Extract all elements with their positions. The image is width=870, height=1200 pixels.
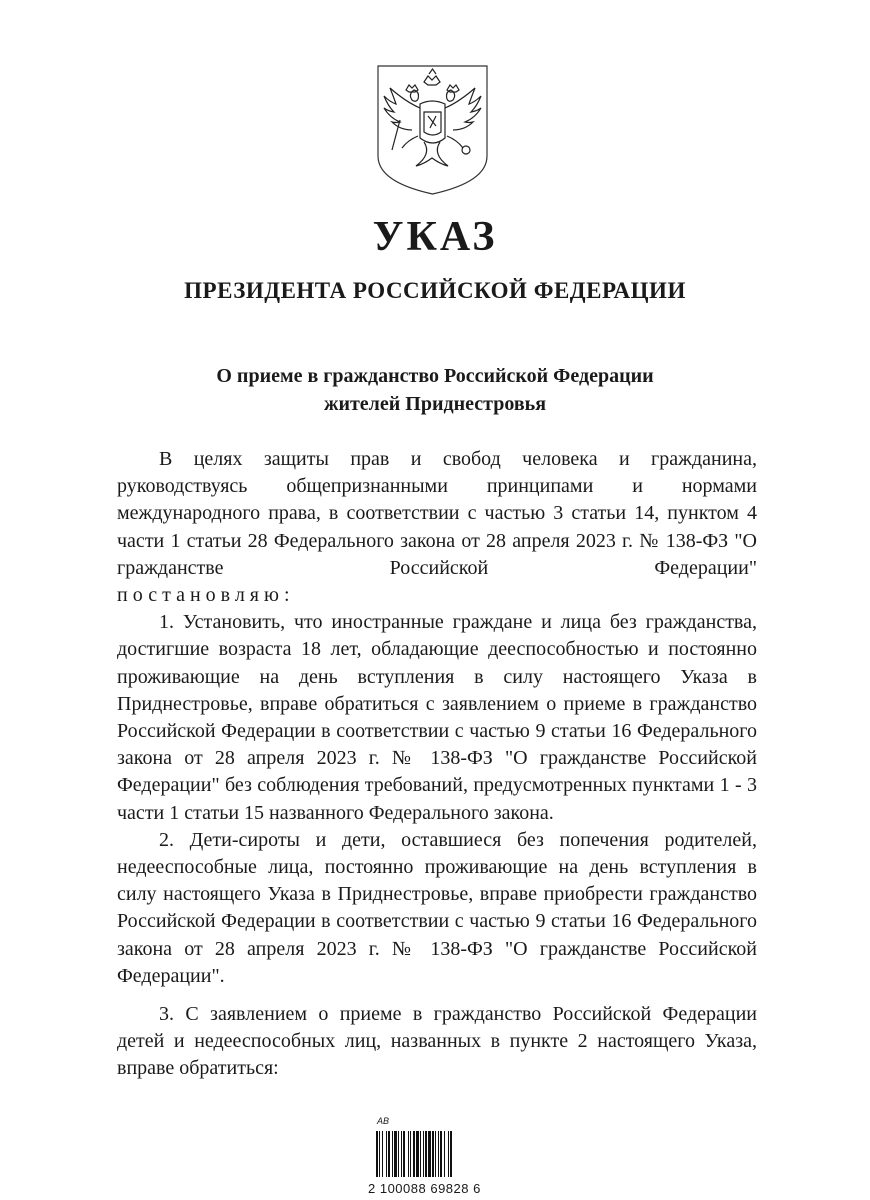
barcode xyxy=(374,1131,498,1177)
preamble-paragraph: В целях защиты прав и свобод человека и гражданина, руководствуясь общепризнанными принципами и нормами международного права, в соответствии с частью 3 статьи 14, пунктом 4 части 1 статьи 28 Федерального закона от 28 апреля 2023 г. № 138-ФЗ "О гражданстве Российской Федерации" xyxy=(117,448,757,579)
decree-word xyxy=(117,582,757,609)
barcode-bar xyxy=(398,1131,399,1177)
heading-line: О приеме в гражданство Российской Федерации xyxy=(216,365,654,387)
barcode-bar xyxy=(388,1131,390,1177)
decree-heading xyxy=(0,362,870,418)
barcode-bar xyxy=(394,1131,397,1177)
barcode-bar xyxy=(448,1131,449,1177)
barcode-bar xyxy=(435,1131,436,1177)
barcode-bar xyxy=(401,1131,402,1177)
document-subtitle: ПРЕЗИДЕНТА РОССИЙСКОЙ ФЕДЕРАЦИИ xyxy=(184,278,686,303)
decree-body xyxy=(117,446,757,1083)
registration-mark: AB xyxy=(377,1116,390,1126)
barcode-bar xyxy=(444,1131,445,1177)
barcode-bar xyxy=(408,1131,409,1177)
barcode-bar xyxy=(403,1131,405,1177)
barcode-bar xyxy=(379,1131,380,1177)
barcode-bar xyxy=(416,1131,419,1177)
barcode-bar xyxy=(386,1131,387,1177)
barcode-bar xyxy=(450,1131,452,1177)
barcode-bar xyxy=(382,1131,383,1177)
decree-word-text: постановляю xyxy=(117,584,284,607)
barcode-bar xyxy=(376,1131,378,1177)
barcode-number: 2 100088 69828 6 xyxy=(368,1181,481,1196)
clause-paragraph: 1. Установить, что иностранные граждане и лица без гражданства, достигшие возраста 18 лет, обладающие дееспособностью и постоянно проживающие на день вступления в силу настоящего Указа в Приднестровье, вправе обратиться с заявлением о приеме в гражданство Российской Федерации в соответствии с частью 9 статьи 16 Федерального закона от 28 апреля 2023 г. № 138-ФЗ "О гражданстве Российской Федерации" без соблюдения требований, предусмотренных пунктами 1 - 3 части 1 статьи 15 названного Федерального закона. xyxy=(117,611,757,824)
document-title: УКАЗ xyxy=(372,214,498,260)
barcode-bar xyxy=(425,1131,427,1177)
barcode-bar xyxy=(413,1131,415,1177)
barcode-bar xyxy=(432,1131,434,1177)
heading-line: жителей Приднестровья xyxy=(323,393,547,415)
barcode-bar xyxy=(392,1131,393,1177)
barcode-bar xyxy=(438,1131,439,1177)
barcode-bar xyxy=(428,1131,431,1177)
barcode-bar xyxy=(410,1131,411,1177)
barcode-bar xyxy=(440,1131,442,1177)
russian-coat-of-arms-icon xyxy=(376,64,489,196)
barcode-bar xyxy=(420,1131,421,1177)
barcode-bar xyxy=(423,1131,424,1177)
decree-word-colon: : xyxy=(283,584,290,607)
clause-paragraph: 3. С заявлением о приеме в гражданство Российской Федерации детей и недееспособных лиц, названных в пункте 2 настоящего Указа, вправе обратиться: xyxy=(117,1003,757,1080)
clause-paragraph: 2. Дети-сироты и дети, оставшиеся без попечения родителей, недееспособные лица, постоянно проживающие на день вступления в силу настоящего Указа в Приднестровье, вправе приобрести гражданство Российской Федерации в соответствии с частью 9 статьи 16 Федерального закона от 28 апреля 2023 г. № 138-ФЗ "О гражданстве Российской Федерации". xyxy=(117,828,757,987)
